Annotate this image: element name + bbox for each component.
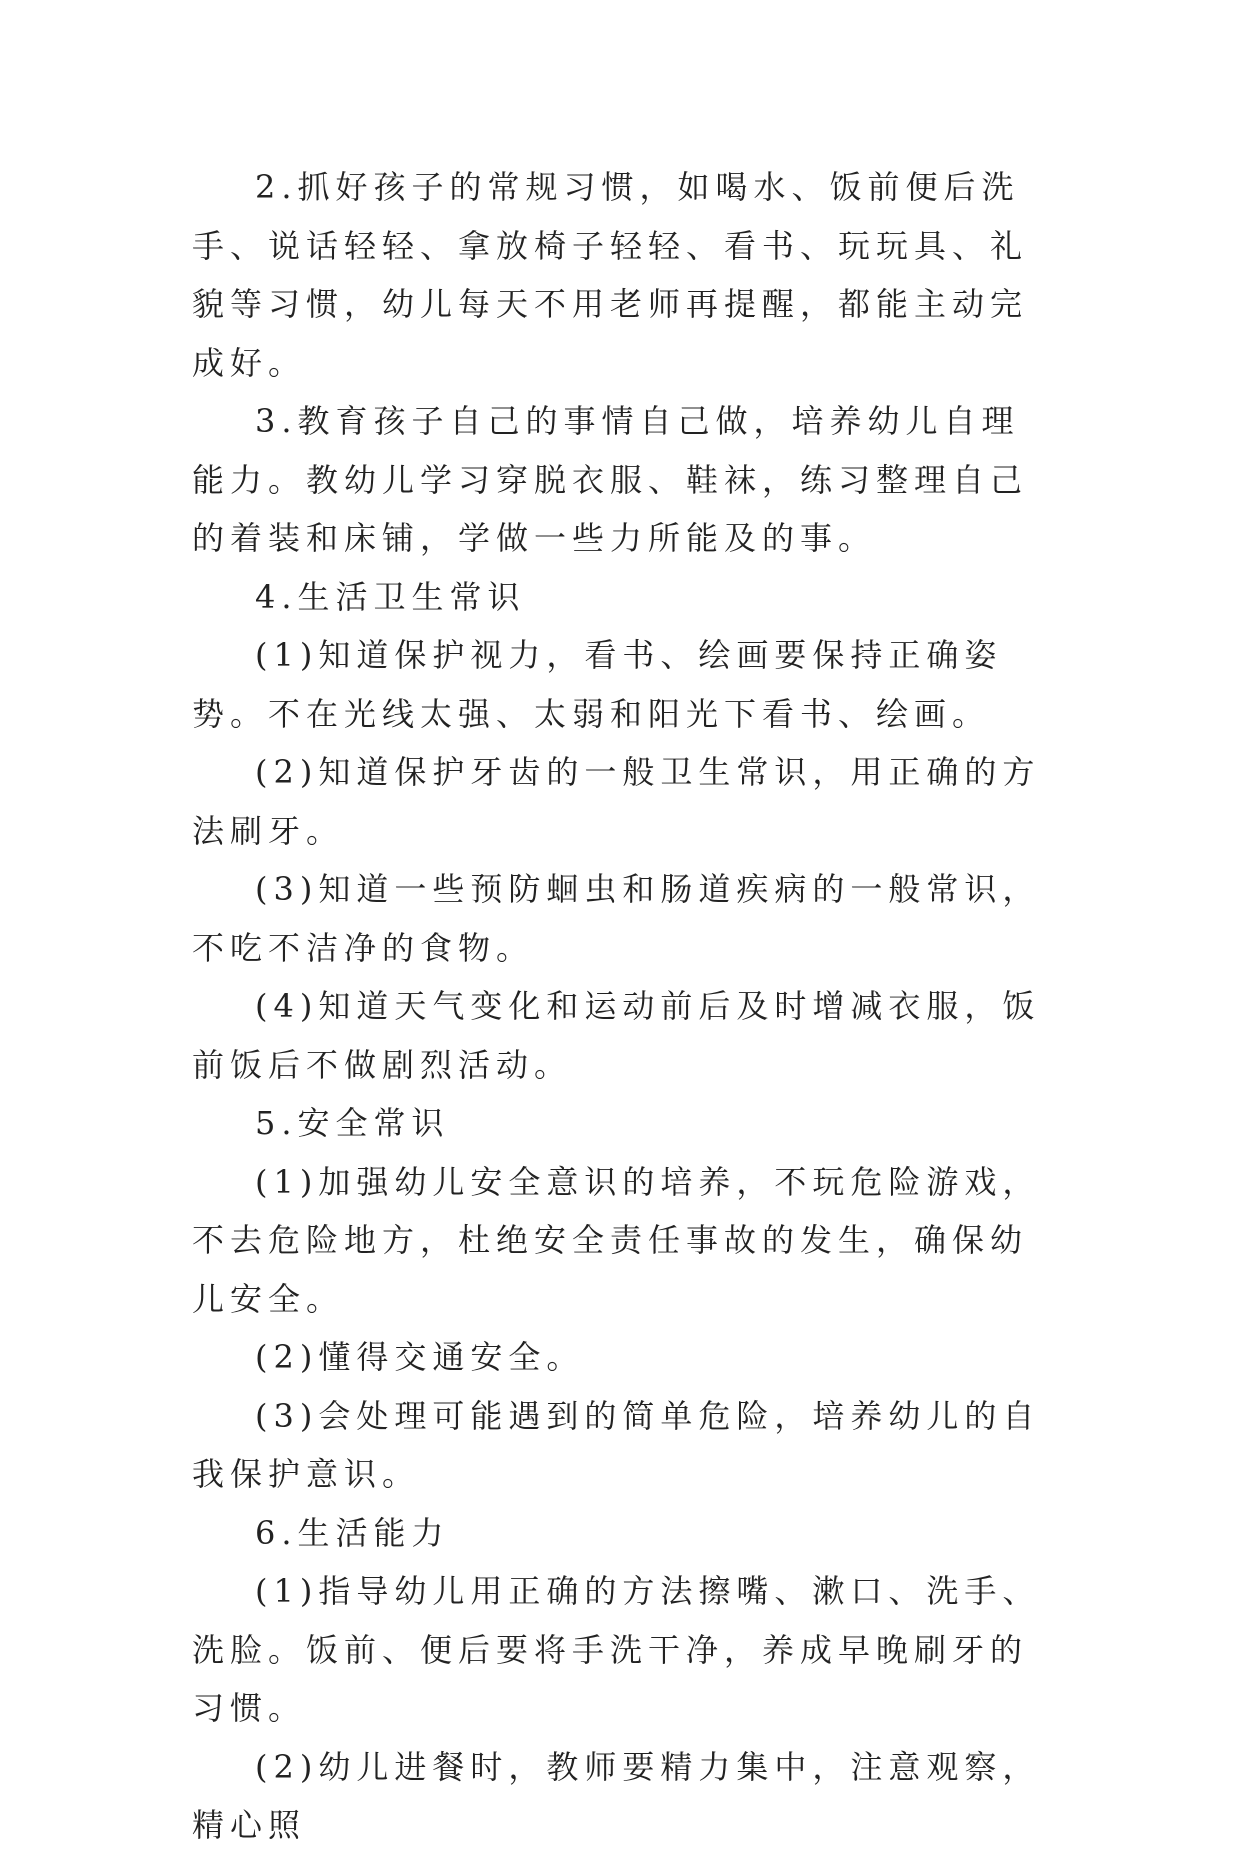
list-item: (2)幼儿进餐时，教师要精力集中，注意观察，精心照 [192, 1747, 1041, 1844]
section-heading: 5.安全常识 [255, 1104, 450, 1142]
list-item: (3)知道一些预防蛔虫和肠道疾病的一般常识，不吃不洁净的食物。 [192, 870, 1041, 967]
list-item: (1)加强幼儿安全意识的培养，不玩危险游戏，不去危险地方，杜绝安全责任事故的发生，确保幼儿安全。 [192, 1162, 1041, 1318]
paragraph: 2.抓好孩子的常规习惯，如喝水、饭前便后洗手、说话轻轻、拿放椅子轻轻、看书、玩玩具、礼貌等习惯，幼儿每天不用老师再提醒，都能主动完成好。 [192, 168, 1029, 382]
list-item: (1)知道保护视力，看书、绘画要保持正确姿势。不在光线太强、太弱和阳光下看书、绘画。 [192, 636, 1003, 733]
document-body [192, 158, 1052, 1855]
list-item: (1)指导幼儿用正确的方法擦嘴、漱口、洗手、洗脸。饭前、便后要将手洗干净，养成早晚刷牙的习惯。 [192, 1572, 1041, 1727]
list-item: (4)知道天气变化和运动前后及时增减衣服，饭前饭后不做剧烈活动。 [192, 987, 1041, 1084]
list-item: (2)懂得交通安全。 [255, 1338, 585, 1376]
paragraph: 3.教育孩子自己的事情自己做，培养幼儿自理能力。教幼儿学习穿脱衣服、鞋袜，练习整理自己的着装和床铺，学做一些力所能及的事。 [192, 402, 1029, 557]
list-item: (3)会处理可能遇到的简单危险，培养幼儿的自我保护意识。 [192, 1396, 1041, 1493]
section-heading: 6.生活能力 [255, 1513, 450, 1552]
list-item: (2)知道保护牙齿的一般卫生常识，用正确的方法刷牙。 [192, 753, 1041, 850]
section-heading: 4.生活卫生常识 [255, 577, 526, 616]
